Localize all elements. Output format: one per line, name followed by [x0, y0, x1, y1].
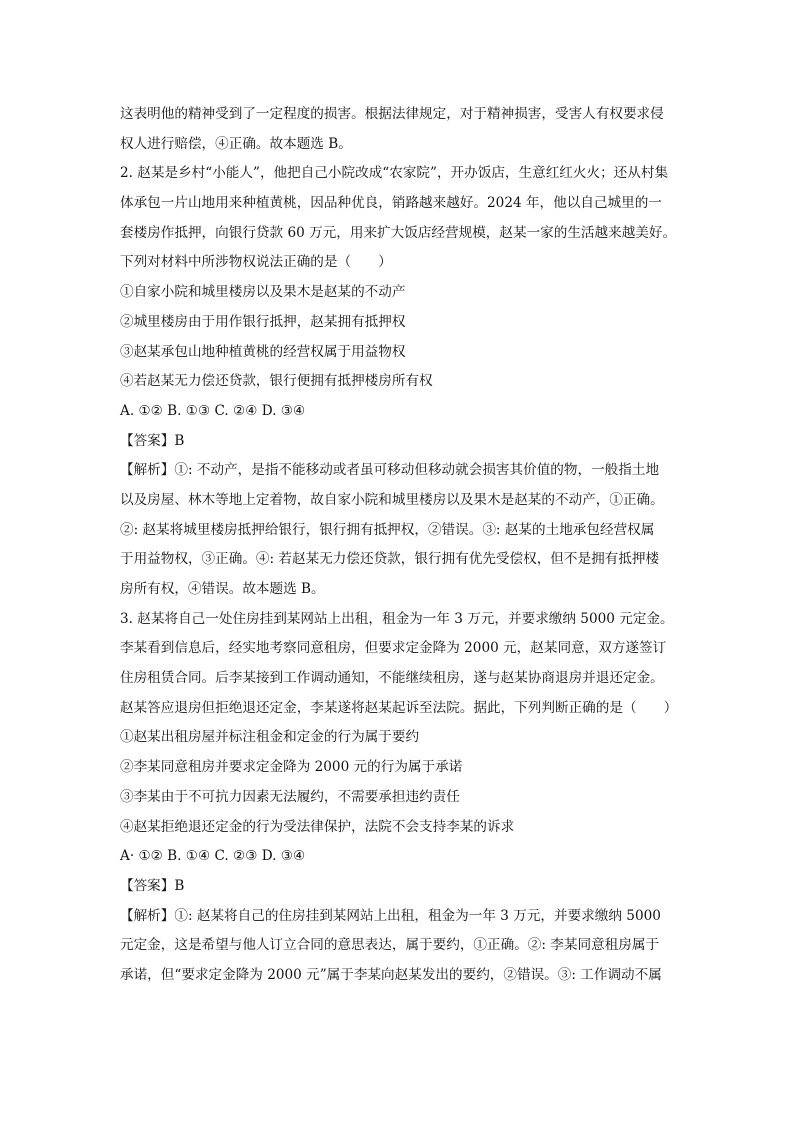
question-3-stem: 李某看到信息后，经实地考察同意租房，但要求定金降为 2000 元，赵某同意，双方遂签订	[120, 640, 667, 657]
question-3-statement-3: ③李某由于不可抗力因素无法履约，不需要承担违约责任	[120, 788, 460, 805]
question-3-statement-1: ①赵某出租房屋并标注租金和定金的行为属于要约	[120, 729, 420, 746]
question-2-answer: 【答案】B	[120, 432, 185, 449]
question-2-stem: 下列对材料中所涉物权说法正确的是（ ）	[120, 254, 392, 271]
question-2-analysis: ②: 赵某将城里楼房抵押给银行，银行拥有抵押权，②错误。③: 赵某的土地承包经营权属	[120, 521, 655, 538]
question-2-stem: 2. 赵某是乡村“小能人”，他把自己小院改成“农家院”，开办饭店，生意红红火火；还从村集	[120, 165, 669, 182]
question-3-choices: A· ①② B. ①④ C. ②③ D. ③④	[120, 848, 306, 865]
question-2-analysis: 以及房屋、林木等地上定着物，故自家小院和城里楼房以及果木是赵某的不动产，①正确。	[120, 491, 664, 508]
text-line: 权人进行赔偿，④正确。故本题选 B。	[120, 135, 352, 152]
question-3-answer: 【答案】B	[120, 877, 185, 894]
question-2-statement-2: ②城里楼房由于用作银行抵押，赵某拥有抵押权	[120, 313, 406, 330]
question-3-analysis: 承诺，但“要求定金降为 2000 元”属于李某向赵某发出的要约，②错误。③: 工作调动不属	[120, 966, 662, 983]
document-body	[120, 100, 680, 991]
question-2-analysis: 房所有权，④错误。故本题选 B。	[120, 581, 325, 597]
text-line: 这表明他的精神受到了一定程度的损害。根据法律规定，对于精神损害，受害人有权要求侵	[120, 106, 664, 122]
question-3-analysis: 元定金，这是希望与他人订立合同的意思表达，属于要约，①正确。②: 李某同意租房属于	[120, 937, 660, 954]
question-2-statement-1: ①自家小院和城里楼房以及果木是赵某的不动产	[120, 284, 406, 301]
question-3-statement-2: ②李某同意租房并要求定金降为 2000 元的行为属于承诺	[120, 759, 463, 776]
question-3-statement-4: ④赵某拒绝退还定金的行为受法律保护，法院不会支持李某的诉求	[120, 818, 515, 835]
question-2-stem: 套楼房作抵押，向银行贷款 60 万元，用来扩大饭店经营规模，赵某一家的生活越来越美好。	[120, 224, 677, 241]
question-3-stem: 赵某答应退房但拒绝退还定金，李某遂将赵某起诉至法院。据此，下列判断正确的是（ ）	[120, 699, 678, 716]
question-2-statement-4: ④若赵某无力偿还贷款，银行便拥有抵押楼房所有权	[120, 373, 433, 390]
question-2-stem: 体承包一片山地用来种植黄桃，因品种优良，销路越来越好。2024 年，他以自己城里的一	[120, 195, 662, 212]
question-2-statement-3: ③赵某承包山地种植黄桃的经营权属于用益物权	[120, 343, 406, 360]
question-3-stem: 3. 赵某将自己一处住房挂到某网站上出租，租金为一年 3 万元，并要求缴纳 5000 元定金。	[120, 610, 674, 627]
question-3-stem: 住房租赁合同。后李某接到工作调动通知，不能继续租房，遂与赵某协商退房并退还定金。	[120, 670, 664, 687]
question-2-analysis: 【解析】①: 不动产，是指不能移动或者虽可移动但移动就会损害其价值的物，一般指土地	[120, 462, 660, 479]
question-3-analysis: 【解析】①: 赵某将自己的住房挂到某网站上出租，租金为一年 3 万元，并要求缴纳 5000	[120, 907, 661, 924]
question-2-analysis: 于用益物权，③正确。④: 若赵某无力偿还贷款，银行拥有优先受偿权，但不是拥有抵押楼	[120, 551, 660, 568]
question-2-choices: A. ①② B. ①③ C. ②④ D. ③④	[120, 402, 306, 419]
